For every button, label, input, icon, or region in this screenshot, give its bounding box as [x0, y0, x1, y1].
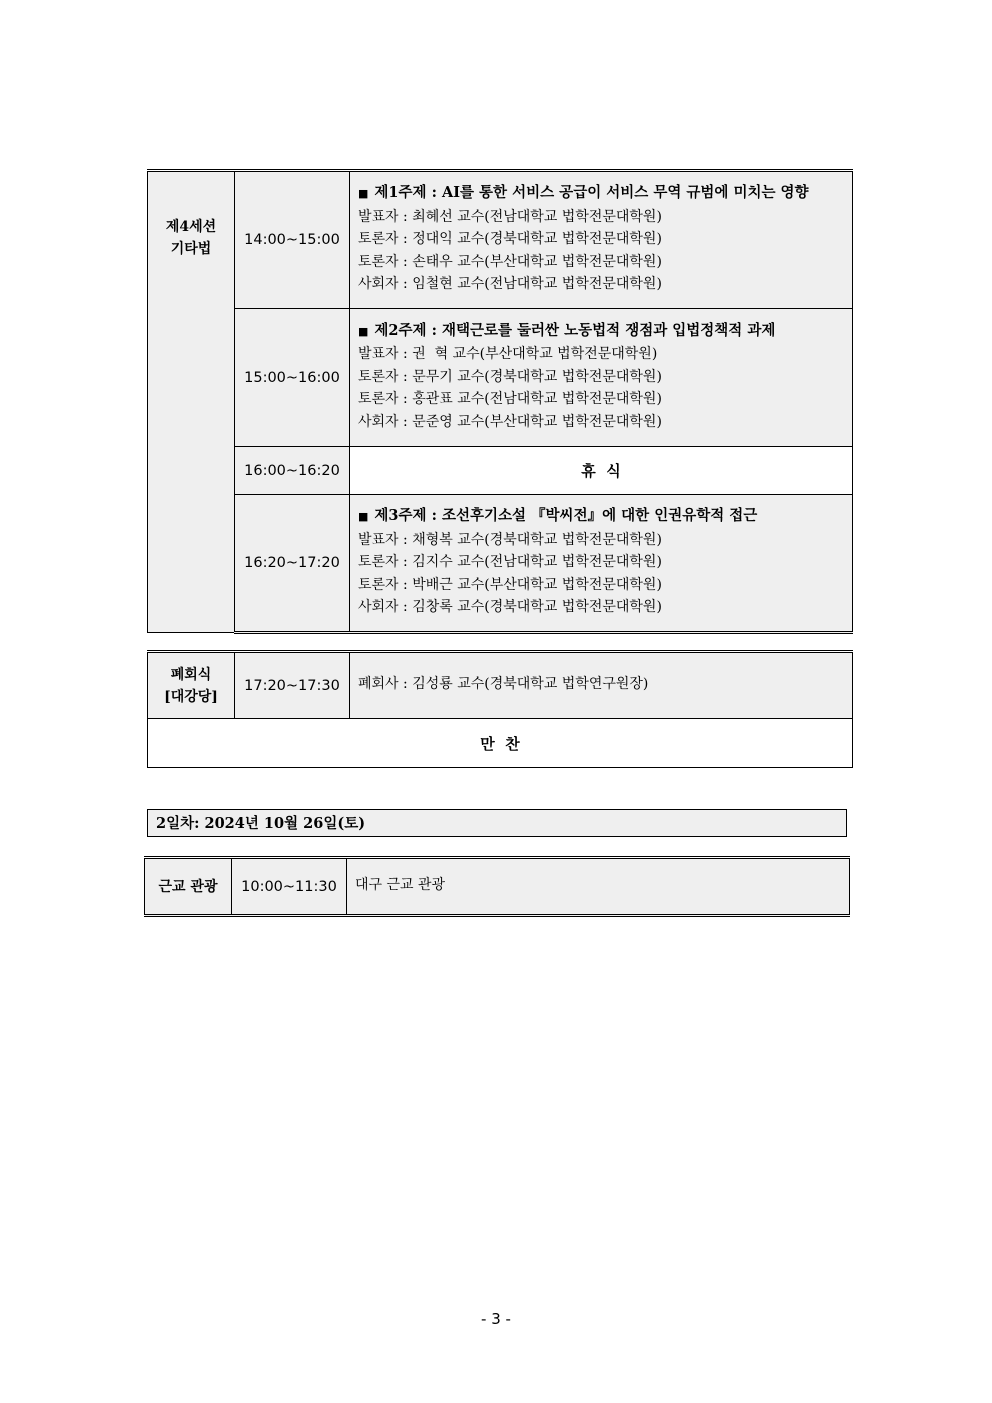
slot3-title-line — [358, 505, 844, 529]
slot2-title: 제2주제 : 재택근로를 둘러싼 노동법적 쟁점과 입법정책적 과제 — [374, 321, 776, 339]
session4-label-line1: 제4세션 — [165, 219, 217, 235]
bullet-icon: ■ — [358, 324, 369, 338]
dinner-label: 만 찬 — [148, 719, 853, 768]
slot1-title-line — [358, 182, 844, 206]
slot1-time: 14:00~15:00 — [235, 171, 350, 309]
slot1-discussant-1: 토론자 : 정대익 교수(경북대학교 법학전문대학원) — [358, 231, 662, 248]
slot1-presenter: 발표자 : 최혜선 교수(전남대학교 법학전문대학원) — [358, 208, 662, 225]
slot2-title-line — [358, 320, 844, 344]
day2-label: 근교 관광 — [145, 858, 232, 916]
slot2-presenter: 발표자 : 권 혁 교수(부산대학교 법학전문대학원) — [358, 346, 658, 363]
break-label: 휴 식 — [350, 447, 853, 495]
slot2-content — [350, 309, 853, 447]
slot3-content — [350, 495, 853, 633]
day2-header: 2일차: 2024년 10월 26일(토) — [147, 809, 847, 837]
day2-table — [144, 856, 850, 917]
page-number: - 3 - — [481, 1310, 511, 1328]
slot2-discussant-1: 토론자 : 문무기 교수(경북대학교 법학전문대학원) — [358, 368, 662, 385]
break-time: 16:00~16:20 — [235, 447, 350, 495]
bullet-icon: ■ — [358, 510, 369, 524]
slot2-time: 15:00~16:00 — [235, 309, 350, 447]
slot3-moderator: 사회자 : 김창록 교수(경북대학교 법학전문대학원) — [358, 599, 662, 616]
closing-table — [147, 650, 853, 768]
session4-label — [148, 171, 235, 633]
slot3-presenter: 발표자 : 채형복 교수(경북대학교 법학전문대학원) — [358, 531, 662, 548]
slot2-discussant-2: 토론자 : 홍관표 교수(전남대학교 법학전문대학원) — [358, 391, 662, 408]
slot3-time: 16:20~17:20 — [235, 495, 350, 633]
closing-label — [148, 652, 235, 719]
slot3-discussant-2: 토론자 : 박배근 교수(부산대학교 법학전문대학원) — [358, 576, 662, 593]
closing-label-line1: 폐회식 — [170, 666, 212, 683]
slot1-discussant-2: 토론자 : 손태우 교수(부산대학교 법학전문대학원) — [358, 253, 662, 270]
session4-label-line2: 기타법 — [170, 241, 212, 257]
slot3-title: 제3주제 : 조선후기소설 『박씨전』에 대한 인권유학적 접근 — [374, 507, 758, 525]
day2-time: 10:00~11:30 — [232, 858, 347, 916]
closing-content: 폐회사 : 김성룡 교수(경북대학교 법학연구원장) — [350, 652, 853, 719]
closing-time: 17:20~17:30 — [235, 652, 350, 719]
closing-label-line2: [대강당] — [164, 688, 218, 705]
slot1-content — [350, 171, 853, 309]
session4-table — [147, 169, 853, 634]
slot1-moderator: 사회자 : 임철현 교수(전남대학교 법학전문대학원) — [358, 276, 662, 293]
slot3-discussant-1: 토론자 : 김지수 교수(전남대학교 법학전문대학원) — [358, 554, 662, 571]
bullet-icon: ■ — [358, 187, 369, 201]
slot2-moderator: 사회자 : 문준영 교수(부산대학교 법학전문대학원) — [358, 413, 662, 430]
day2-content: 대구 근교 관광 — [347, 858, 850, 916]
slot1-title: 제1주제 : AI를 통한 서비스 공급이 서비스 무역 규범에 미치는 영향 — [374, 184, 809, 202]
